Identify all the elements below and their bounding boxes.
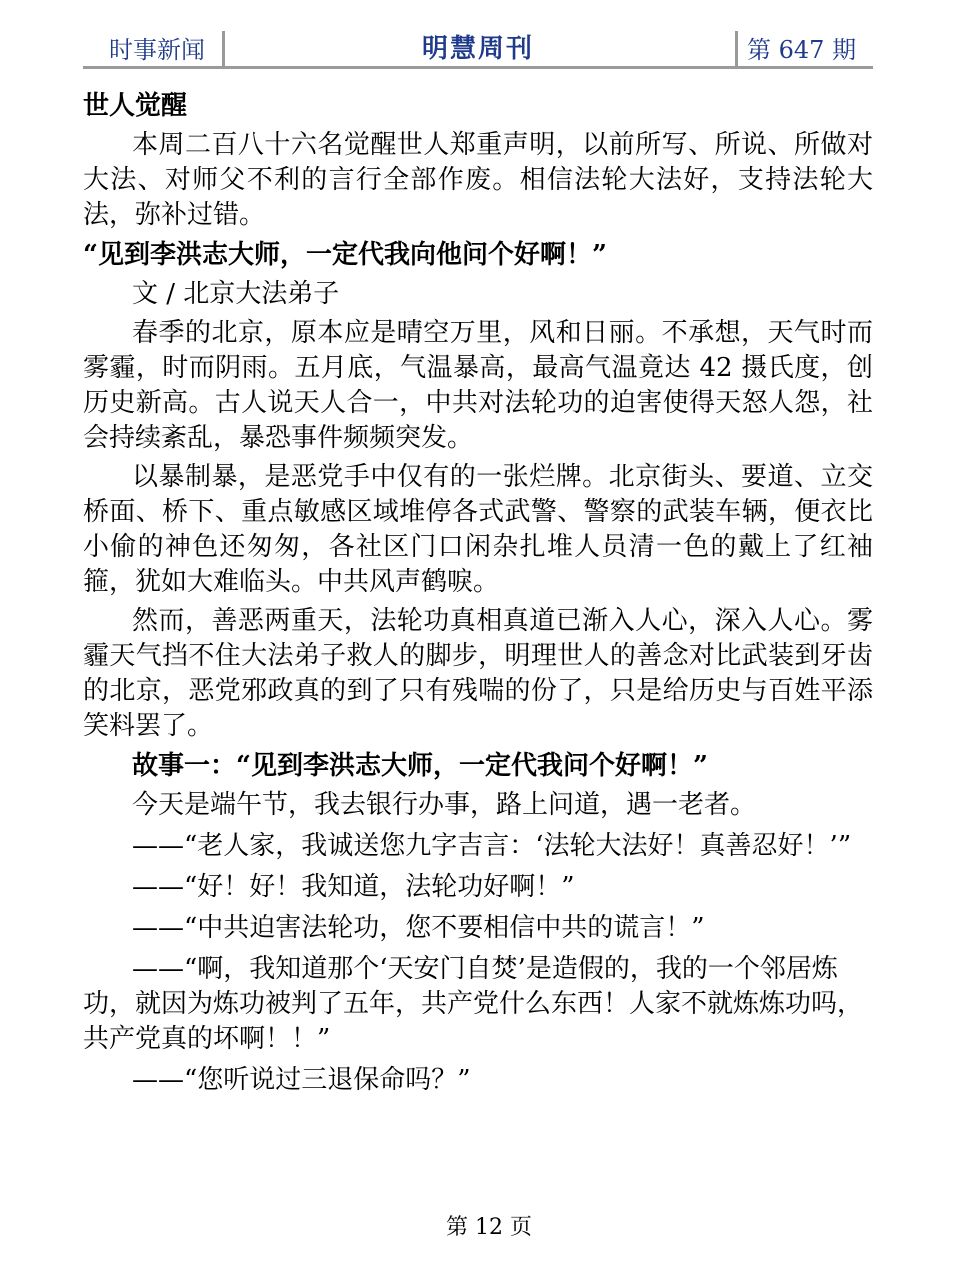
page-header bbox=[83, 22, 873, 68]
section-title: 世人觉醒 bbox=[83, 91, 188, 121]
intro-paragraph: 本周二百八十六名觉醒世人郑重声明，以前所写、所说、所做对大法、对师父不利的言行全部作废。相信法轮大法好，支持法轮大法，弥补过错。 bbox=[83, 130, 873, 230]
dialogue-line: ——“您听说过三退保命吗？” bbox=[132, 1065, 471, 1095]
article-paragraph: 春季的北京，原本应是晴空万里，风和日丽。不承想，天气时而雾霾，时而阴雨。五月底，气温暴高，最高气温竟达 42 摄氏度，创历史新高。古人说天人合一，中共对法轮功的迫害使得天怒人怨，社会持续紊乱，暴恐事件频频突发。 bbox=[83, 318, 873, 453]
dialogue-line: ——“中共迫害法轮功，您不要相信中共的谎言！” bbox=[132, 913, 705, 943]
header-divider-right bbox=[735, 31, 738, 67]
issue-number: 第 647 期 bbox=[747, 36, 857, 64]
story-intro: 今天是端午节，我去银行办事，路上问道，遇一老者。 bbox=[132, 790, 757, 820]
header-rule bbox=[83, 66, 873, 69]
page-number: 第 12 页 bbox=[446, 1215, 532, 1240]
publication-title: 明慧周刊 bbox=[421, 34, 534, 64]
article-paragraph: 以暴制暴，是恶党手中仅有的一张烂牌。北京街头、要道、立交桥面、桥下、重点敏感区域堆停各式武警、警察的武装车辆，便衣比小偷的神色还匆匆，各社区门口闲杂扎堆人员清一色的戴上了红袖箍，犹如大难临头。中共风声鹤唳。 bbox=[83, 462, 873, 597]
dialogue-line: ——“老人家，我诚送您九字吉言：‘法轮大法好！真善忍好！’” bbox=[132, 831, 852, 861]
dialogue-line: ——“啊，我知道那个‘天安门自焚’是造假的，我的一个邻居炼功，就因为炼功被判了五年，共产党什么东西！人家不就炼炼功吗，共产党真的坏啊！！” bbox=[83, 954, 864, 1054]
story-title: 故事一：“见到李洪志大师，一定代我问个好啊！” bbox=[132, 751, 708, 781]
dialogue-line: ——“好！好！我知道，法轮功好啊！” bbox=[132, 872, 575, 902]
article-paragraph: 然而，善恶两重天，法轮功真相真道已渐入人心，深入人心。雾霾天气挡不住大法弟子救人的脚步，明理世人的善念对比武装到牙齿的北京，恶党邪政真的到了只有残喘的份了，只是给历史与百姓平添笑料罢了。 bbox=[83, 606, 873, 741]
article-headline: “见到李洪志大师，一定代我向他问个好啊！” bbox=[83, 240, 607, 270]
article-byline: 文 / 北京大法弟子 bbox=[132, 279, 340, 309]
section-label: 时事新闻 bbox=[109, 36, 205, 64]
article-body bbox=[83, 88, 873, 1104]
